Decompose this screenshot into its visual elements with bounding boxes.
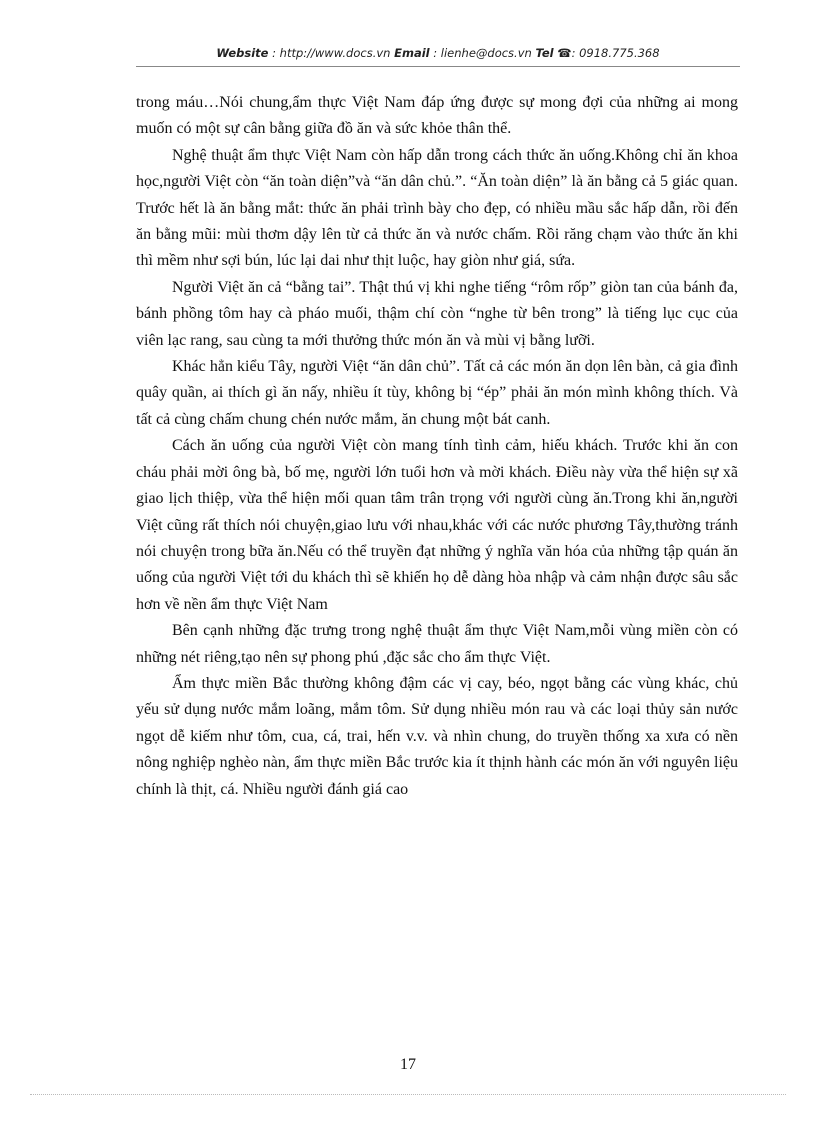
- tel-value: : 0918.775.368: [571, 46, 660, 60]
- paragraph: Ẩm thực miền Bắc thường không đậm các vị cay, béo, ngọt bằng các vùng khác, chủ yếu sử dụng nước mắm loãng, mắm tôm. Sử dụng nhiều món rau và các loại thủy sản nước ngọt dễ kiếm như tôm, cua, cá, trai, hến v.v. và nhìn chung, do truyền thống xa xưa có nền nông nghiệp nghèo nàn, ẩm thực miền Bắc trước kia ít thịnh hành các món ăn với nguyên liệu chính là thịt, cá. Nhiều người đánh giá cao: [136, 674, 738, 798]
- website-label: Website: [216, 46, 269, 60]
- page-header: [136, 46, 740, 66]
- document-body: [136, 90, 738, 803]
- page-bottom-divider: [30, 1094, 786, 1095]
- paragraph: Khác hẳn kiểu Tây, người Việt “ăn dân chủ”. Tất cả các món ăn dọn lên bàn, cả gia đình quây quần, ai thích gì ăn nấy, nhiều ít tùy, không bị “ép” phải ăn món mình không thích. Và tất cả cùng chấm chung chén nước mắm, ăn chung một bát canh.: [136, 358, 738, 428]
- email-link[interactable]: lienhe@docs.vn: [440, 46, 532, 60]
- phone-icon: ☎: [557, 46, 572, 60]
- website-link[interactable]: http://www.docs.vn: [279, 46, 391, 60]
- paragraph: Người Việt ăn cả “bằng tai”. Thật thú vị khi nghe tiếng “rôm rốp” giòn tan của bánh đa, bánh phồng tôm hay cà pháo muối, thậm chí còn “nghe từ bên trong” là tiếng lục cục của viên lạc rang, sau cùng ta mới thưởng thức món ăn và mùi vị bằng lưỡi.: [136, 278, 738, 349]
- header-divider: [136, 66, 740, 67]
- email-label: Email: [394, 46, 430, 60]
- paragraph: Bên cạnh những đặc trưng trong nghệ thuật ẩm thực Việt Nam,mỗi vùng miền còn có những nét riêng,tạo nên sự phong phú ,đặc sắc cho ẩm thực Việt.: [136, 622, 738, 666]
- paragraph: trong máu…Nói chung,ẩm thực Việt Nam đáp ứng được sự mong đợi của những ai mong muốn có một sự cân bằng giữa đồ ăn và sức khỏe thân thể.: [136, 94, 738, 138]
- page-number: 17: [400, 1056, 416, 1073]
- paragraph: Cách ăn uống của người Việt còn mang tính tình cảm, hiếu khách. Trước khi ăn con cháu phải mời ông bà, bố mẹ, người lớn tuổi hơn và mời khách. Điều này vừa thể hiện sự xã giao lịch thiệp, vừa thể hiện mối quan tâm trân trọng với người cùng ăn.Trong khi ăn,người Việt cũng rất thích nói chuyện,giao lưu với nhau,khác với các nước phương Tây,thường tránh nói chuyện trong bữa ăn.Nếu có thể truyền đạt những ý nghĩa văn hóa của những tập quán ăn uống của người Việt tới du khách thì sẽ khiến họ dễ dàng hòa nhập và cảm nhận được sâu sắc hơn về nền ẩm thực Việt Nam: [136, 437, 738, 613]
- tel-label: Tel: [535, 46, 554, 60]
- website-separator: :: [268, 46, 280, 60]
- paragraph: Nghệ thuật ẩm thực Việt Nam còn hấp dẫn trong cách thức ăn uống.Không chỉ ăn khoa học,người Việt còn “ăn toàn diện”và “ăn dân chủ.”. “Ăn toàn diện” là ăn bằng cả 5 giác quan. Trước hết là ăn bằng mắt: thức ăn phải trình bày cho đẹp, có nhiều mầu sắc hấp dẫn, rồi đến ăn bằng mũi: mùi thơm dậy lên từ cả thức ăn và nước chấm. Rồi răng chạm vào thức ăn khi thì mềm như sợi bún, lúc lại dai như thịt luộc, hay giòn như giá, sứa.: [136, 146, 738, 270]
- email-separator: :: [429, 46, 441, 60]
